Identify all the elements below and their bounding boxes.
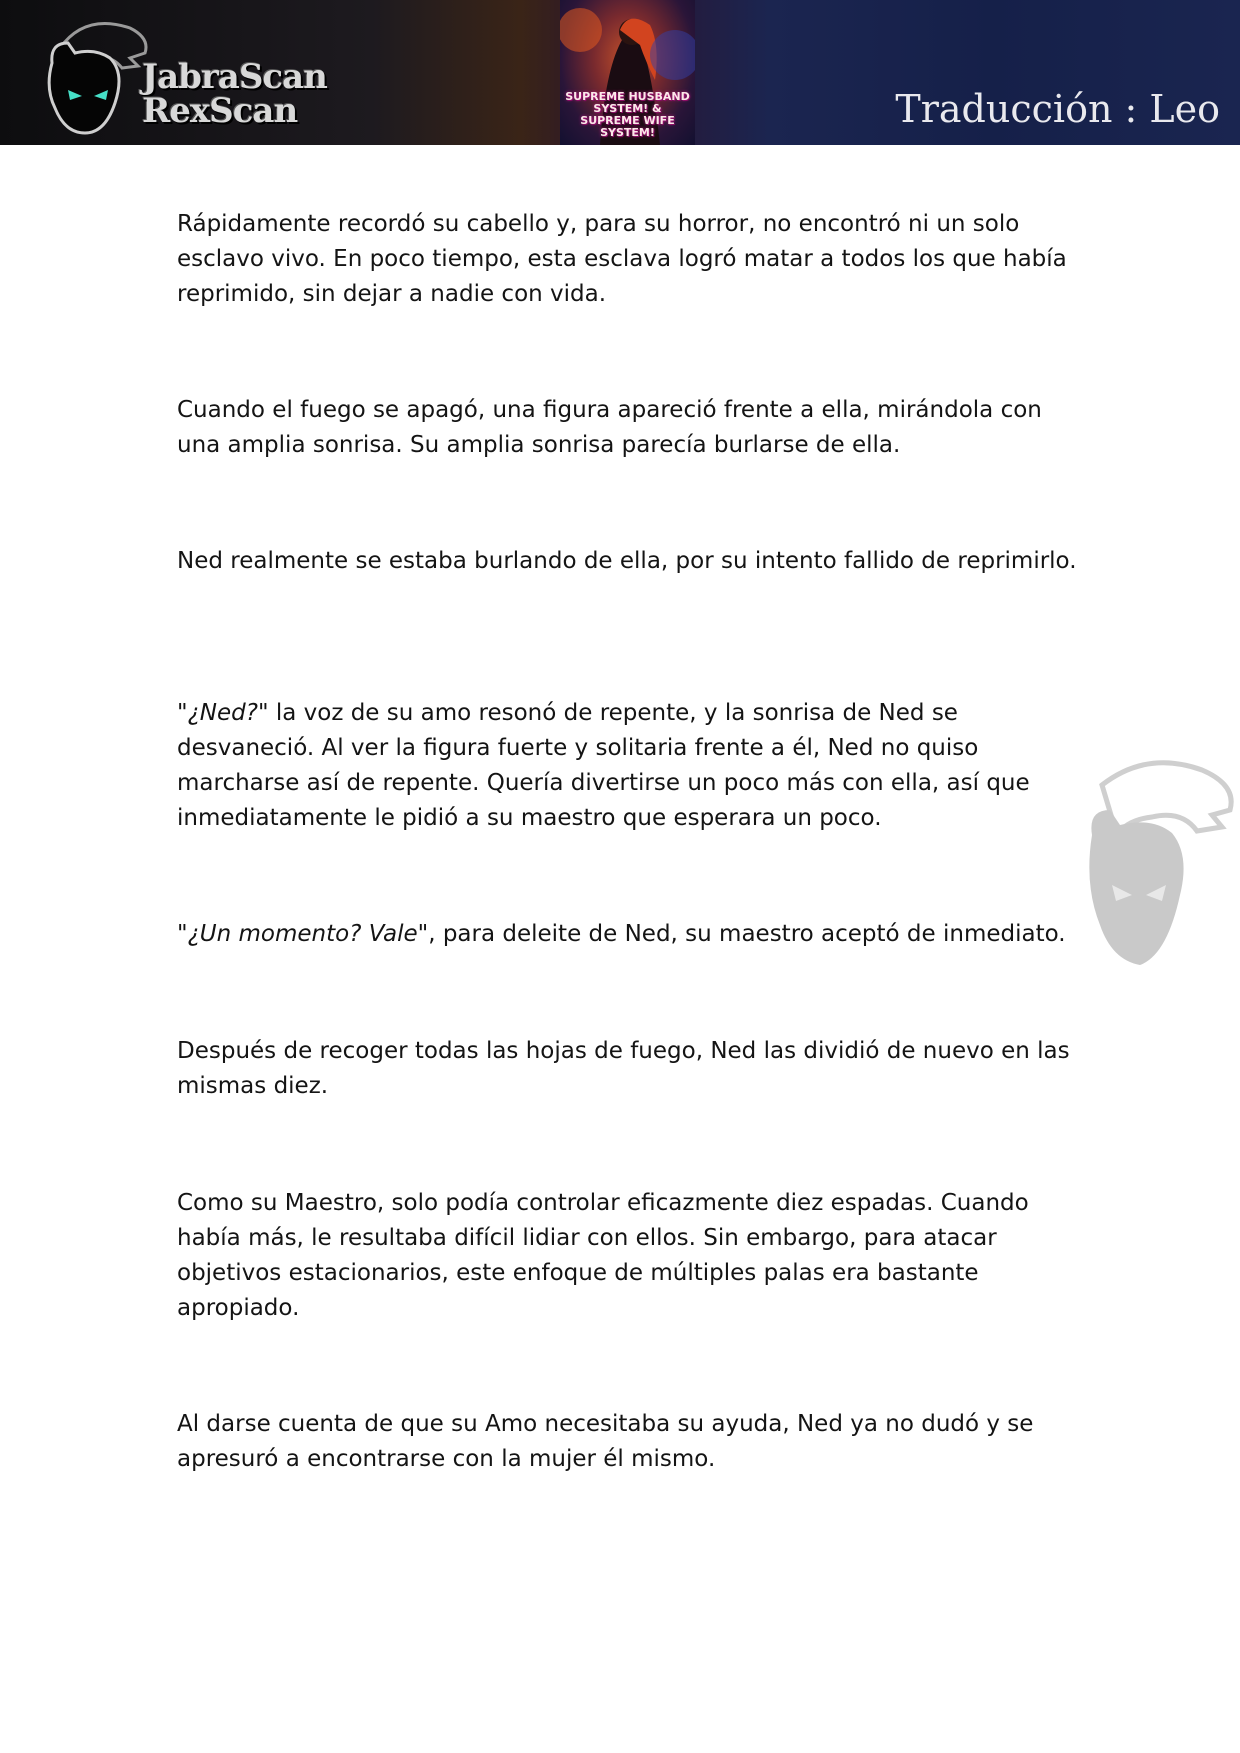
cover-title: SUPREME HUSBAND SYSTEM! & SUPREME WIFE SYSTEM! [565, 90, 690, 139]
paragraph-text: Ned realmente se estaba burlando de ella, por su intento fallido de reprimirlo. [177, 548, 1077, 574]
paragraph [177, 1034, 1077, 1104]
dinosaur-skull-logo-icon [30, 8, 160, 138]
paragraph-text: Después de recoger todas las hojas de fuego, Ned las dividió de nuevo en las mismas diez. [177, 1038, 1070, 1099]
cover-art-icon [560, 0, 695, 145]
paragraph-text: Al darse cuenta de que su Amo necesitaba su ayuda, Ned ya no dudó y se apresuró a encontrarse con la mujer él mismo. [177, 1411, 1034, 1472]
paragraph [177, 696, 1077, 836]
brand-line2: RexScan [142, 91, 298, 131]
dinosaur-skull-watermark-icon [1062, 755, 1240, 985]
paragraph [177, 1407, 1077, 1477]
paragraph [177, 1186, 1077, 1326]
paragraph [177, 207, 1077, 312]
brand-logo-text [142, 57, 327, 140]
translator-credit: Traducción : Leo [895, 87, 1220, 131]
paragraph-text: Como su Maestro, solo podía controlar eficazmente diez espadas. Cuando había más, le resultaba difícil lidiar con ellos. Sin embargo, para atacar objetivos estacionarios, este enfoque de múltiples palas era bastante apropiado. [177, 1190, 1029, 1321]
paragraph-text: Rápidamente recordó su cabello y, para su horror, no encontró ni un solo esclavo vivo. En poco tiempo, esta esclava logró matar a todos los que había reprimido, sin dejar a nadie con vida. [177, 211, 1067, 307]
paragraph [177, 544, 1077, 579]
paragraph-text: , para deleite de Ned, su maestro aceptó de inmediato. [428, 921, 1066, 947]
paragraph [177, 917, 1077, 952]
dialogue-quote: "¿Ned?" [177, 700, 269, 726]
brand-line1: JabraScan [142, 57, 327, 97]
header-banner [0, 0, 1240, 145]
paragraph [177, 393, 1077, 463]
paragraph-text: Cuando el fuego se apagó, una figura apareció frente a ella, mirándola con una amplia sonrisa. Su amplia sonrisa parecía burlarse de ella. [177, 397, 1042, 458]
dialogue-quote: "¿Un momento? Vale" [177, 921, 429, 947]
paragraph-text: la voz de su amo resonó de repente, y la sonrisa de Ned se desvaneció. Al ver la figura fuerte y solitaria frente a él, Ned no quiso marcharse así de repente. Quería divertirse un poco más con ella, así que inmediatamente le pidió a su maestro que esperara un poco. [177, 700, 1030, 831]
